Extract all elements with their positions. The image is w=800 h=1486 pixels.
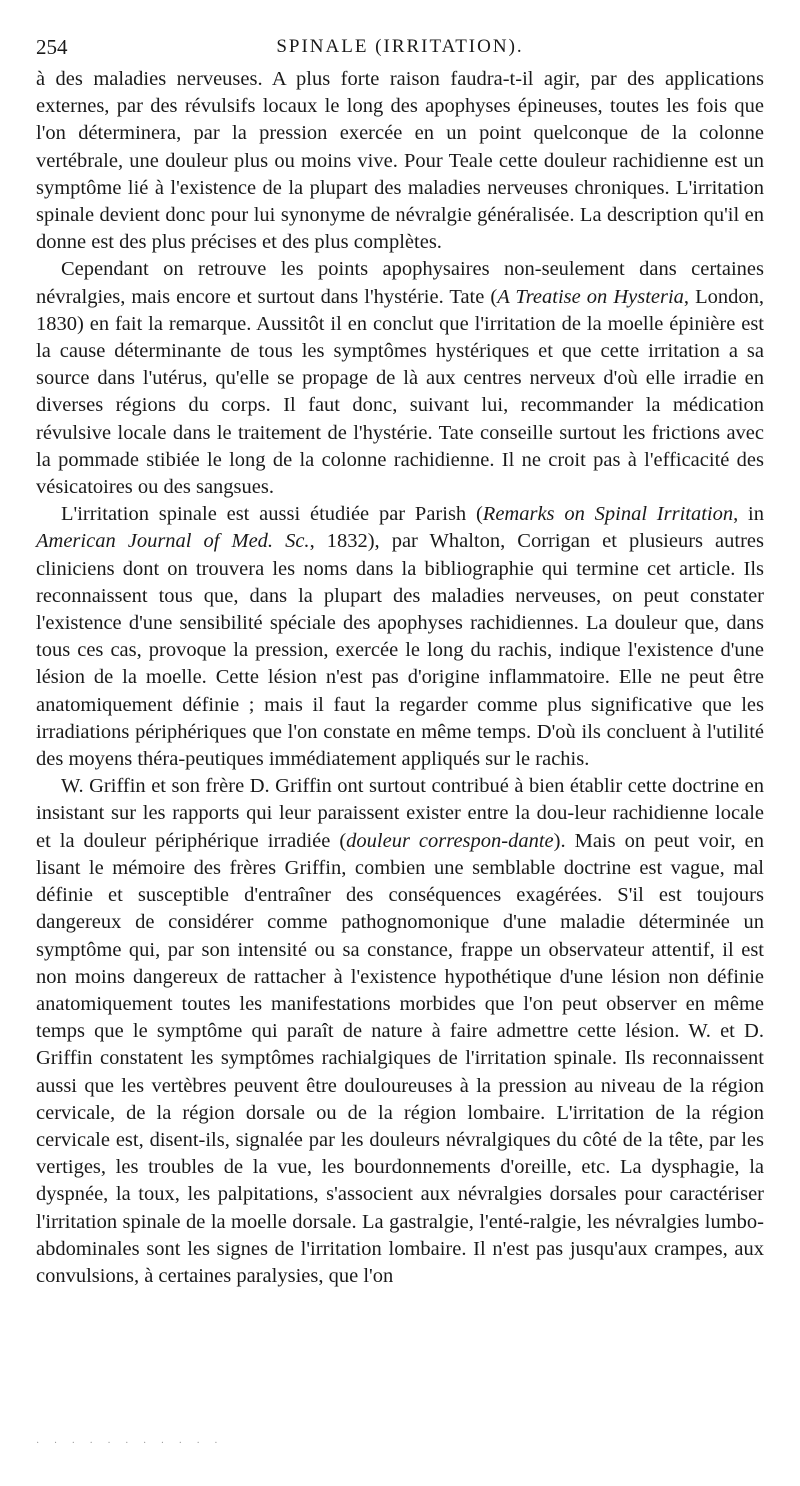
- text-run: ). Mais on peut voir, en lisant le mémoire des frères Griffin, combien une semblable doctrine est vague, mal définie et susceptible d'entraîner des conséquences exagérées. S'il est toujours dangereux de considérer comme pathognomonique d'une maladie déterminée un symptôme qui, par son intensité ou sa constance, frappe un observateur attentif, il est non moins dangereux de rattacher à l'existence hypothétique d'une lésion non définie anatomiquement toutes les manifestations morbides que l'on peut observer en même temps que le symptôme qui paraît de nature à faire admettre cette lésion. W. et D. Griffin constatent les symptômes rachialgiques de l'irritation spinale. Ils reconnaissent aussi que les vertèbres peuvent être douloureuses à la pression au niveau de la région cervicale, de la région dorsale ou de la région lombaire. L'irritation de la région cervicale est, disent-ils, signalée par les douleurs névralgiques du côté de la tête, par les vertiges, les troubles de la vue, les bourdonnements d'oreille, etc. La dysphagie, la dyspnée, la toux, les palpitations, s'associent aux névralgies dorsales pour caractériser l'irritation spinale de la moelle dorsale. La gastralgie, l'enté-ralgie, les névralgies lumbo-abdominales sont les signes de l'irritation lombaire. Il n'est pas jusqu'aux crampes, aux convulsions, à certaines paralysies, que l'on: [36, 829, 765, 1287]
- text-run: W. Griffin et son frère D. Griffin ont surtout contribué à bien établir cette doctrine en insistant sur les rapports qui leur paraissent exister entre la dou-leur rachidienne locale et la douleur périphérique irradiée (: [36, 775, 764, 852]
- page-number: 254: [36, 35, 68, 59]
- text-run: , in: [733, 503, 764, 526]
- text-run: , London, 1830) en fait la remarque. Aussitôt il en conclut que l'irritation de la moelle épinière est la cause déterminante de tous les symptômes hystériques et que cette irritation a sa source dans l'utérus, qu'elle se propage de là aux centres nerveux d'où elle irradie en diverses régions du corps. Il faut donc, suivant lui, recommander la médication révulsive locale dans le traitement de l'hystérie. Tate conseille surtout les frictions avec la pommade stibiée le long de la colonne rachidienne. Il ne croit pas à l'efficacité des vésicatoires ou des sangsues.: [36, 285, 764, 499]
- paragraph: [36, 66, 764, 256]
- paragraph: [36, 773, 764, 1290]
- italic-title: A Treatise on Hysteria: [497, 285, 684, 308]
- running-head: [36, 32, 764, 62]
- italic-title: douleur correspon-dante: [346, 829, 554, 852]
- italic-title: American Journal of Med. Sc.: [36, 530, 310, 553]
- text-run: L'irritation spinale est aussi étudiée par Parish (: [61, 503, 483, 526]
- body-text: [36, 66, 764, 1290]
- paragraph: [36, 256, 764, 501]
- scan-specks: · · · · · · · · · · ·: [36, 1438, 224, 1449]
- italic-title: Remarks on Spinal Irritation: [482, 503, 734, 526]
- text-run: , 1832), par Whalton, Corrigan et plusieurs autres cliniciens dont on trouvera les noms dans la bibliographie qui termine cet article. Ils reconnaissent tous que, dans la plupart des maladies nerveuses, on peut constater l'existence d'une sensibilité spéciale des apophyses rachidiennes. La douleur que, dans tous ces cas, provoque la pression, exercée le long du rachis, indique l'existence d'une lésion de la moelle. Cette lésion n'est pas d'origine inflammatoire. Elle ne peut être anatomiquement définie ; mais il faut la regarder comme plus significative que les irradiations périphériques que l'on constate en même temps. D'où ils concluent à l'utilité des moyens théra-peutiques immédiatement appliqués sur le rachis.: [36, 530, 764, 771]
- running-title: SPINALE (IRRITATION).: [276, 36, 524, 57]
- text-run: Cependant on retrouve les points apophysaires non-seulement dans certaines névralgies, mais encore et surtout dans l'hystérie. Tate (: [36, 258, 764, 308]
- text-run: à des maladies nerveuses. A plus forte raison faudra-t-il agir, par des applications externes, par des révulsifs locaux le long des apophyses épineuses, toutes les fois que l'on déterminera, par la pression exercée en un point quelconque de la colonne vertébrale, une douleur plus ou moins vive. Pour Teale cette douleur rachidienne est un symptôme lié à l'existence de la plupart des maladies nerveuses chroniques. L'irritation spinale devient donc pour lui synonyme de névralgie généralisée. La description qu'il en donne est des plus précises et des plus complètes.: [36, 68, 764, 254]
- paragraph: [36, 501, 764, 773]
